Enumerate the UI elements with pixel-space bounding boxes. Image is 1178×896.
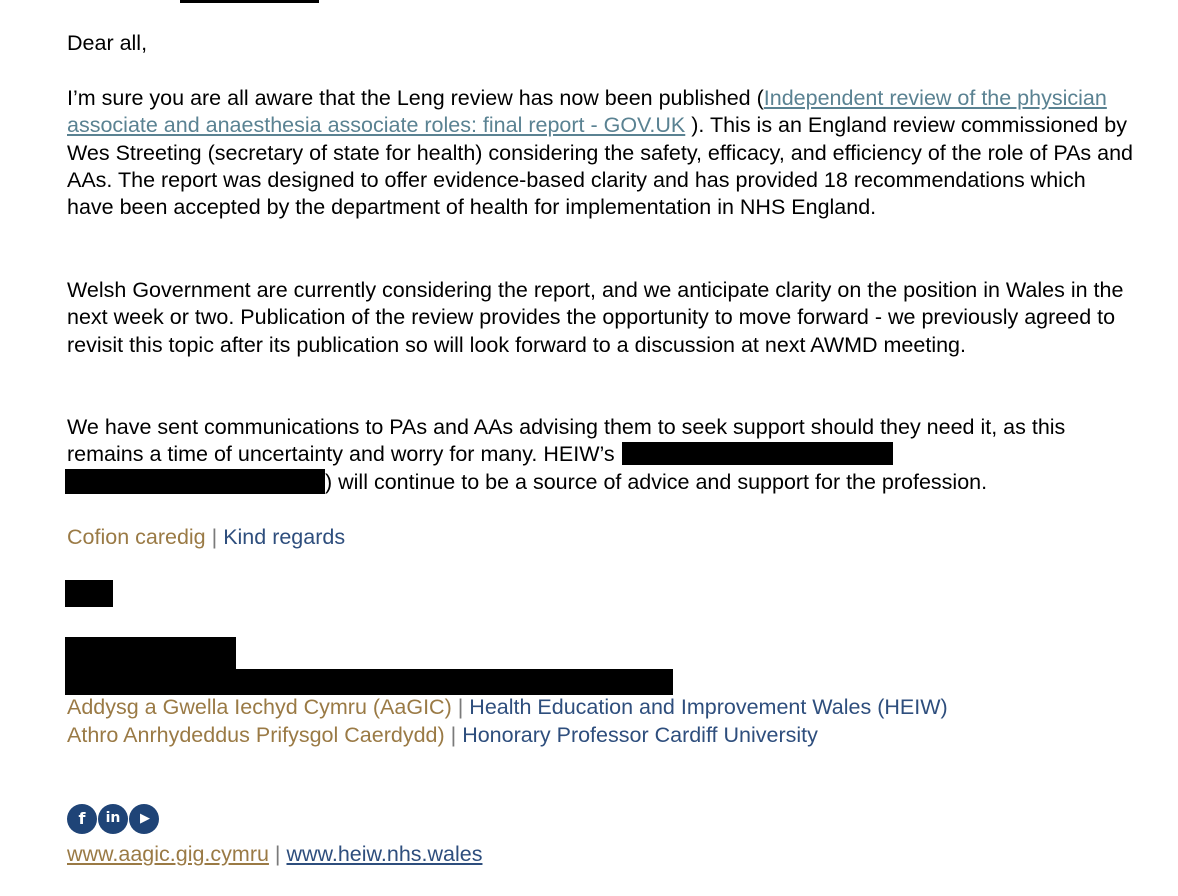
org-separator-2: | bbox=[444, 723, 463, 747]
signoff-english: Kind regards bbox=[223, 525, 346, 549]
para3-text-before: We have sent communications to PAs and AAs advising them to seek support should they need it, as this remains a time of uncertainty and worry for many. HEIW’s bbox=[67, 415, 1066, 467]
para3-text-after: ) will continue to be a source of advice and support for the profession. bbox=[325, 469, 988, 494]
professor-welsh-title: Athro Anrhydeddus Prifysgol Caerdydd) bbox=[67, 723, 445, 747]
redaction-inline-2 bbox=[65, 469, 325, 494]
facebook-icon[interactable]: f bbox=[67, 804, 97, 834]
org-line-cardiff bbox=[67, 722, 818, 749]
org-line-heiw bbox=[67, 694, 948, 721]
redaction-title-1 bbox=[65, 637, 236, 672]
redaction-inline bbox=[622, 442, 893, 465]
para1-text-after: ). This is an England review commissioned by Wes Streeting (secretary of state for health) considering the safety, efficacy, and efficiency of the role of PAs and AAs. The report was designed to offer evidence-based clarity and has provided 18 recommendations which have been accepted by the department of health for implementation in NHS England. bbox=[67, 113, 1134, 220]
web-links-separator: | bbox=[268, 842, 287, 866]
redaction-title-2 bbox=[65, 669, 673, 695]
org-welsh-name: Addysg a Gwella Iechyd Cymru (AaGIC) bbox=[67, 695, 452, 719]
org-english-name: Health Education and Improvement Wales (HEIW) bbox=[469, 695, 948, 719]
professor-english-title: Honorary Professor Cardiff University bbox=[462, 723, 818, 747]
greeting: Dear all, bbox=[67, 31, 148, 55]
paragraph-welsh-government: Welsh Government are currently considering the report, and we anticipate clarity on the position in Wales in the next week or two. Publication of the review provides the opportunity to move forward - we previously agreed to revisit this topic after its publication so will look forward to a discussion at next AWMD meeting. bbox=[67, 278, 1124, 357]
heiw-website-link[interactable]: www.heiw.nhs.wales bbox=[286, 842, 483, 866]
paragraph-leng-review bbox=[67, 85, 1137, 221]
org-separator-1: | bbox=[451, 695, 470, 719]
linkedin-icon[interactable]: in bbox=[98, 804, 128, 834]
signoff bbox=[67, 524, 345, 551]
social-icons bbox=[67, 804, 159, 834]
signoff-welsh: Cofion caredig bbox=[67, 525, 206, 549]
web-links bbox=[67, 841, 482, 868]
redaction-name bbox=[65, 580, 113, 607]
paragraph-communications bbox=[67, 414, 1137, 496]
play-icon[interactable]: ▶ bbox=[129, 804, 159, 834]
aagic-website-link[interactable]: www.aagic.gig.cymru bbox=[67, 842, 269, 866]
redaction-top bbox=[180, 0, 319, 3]
para1-text-before: I’m sure you are all aware that the Leng review has now been published ( bbox=[67, 86, 764, 110]
signoff-separator: | bbox=[205, 525, 224, 549]
gov-uk-report-link[interactable]: Independent review of the physician associate and anaesthesia associate roles: final report - GOV.UK bbox=[67, 86, 1107, 138]
